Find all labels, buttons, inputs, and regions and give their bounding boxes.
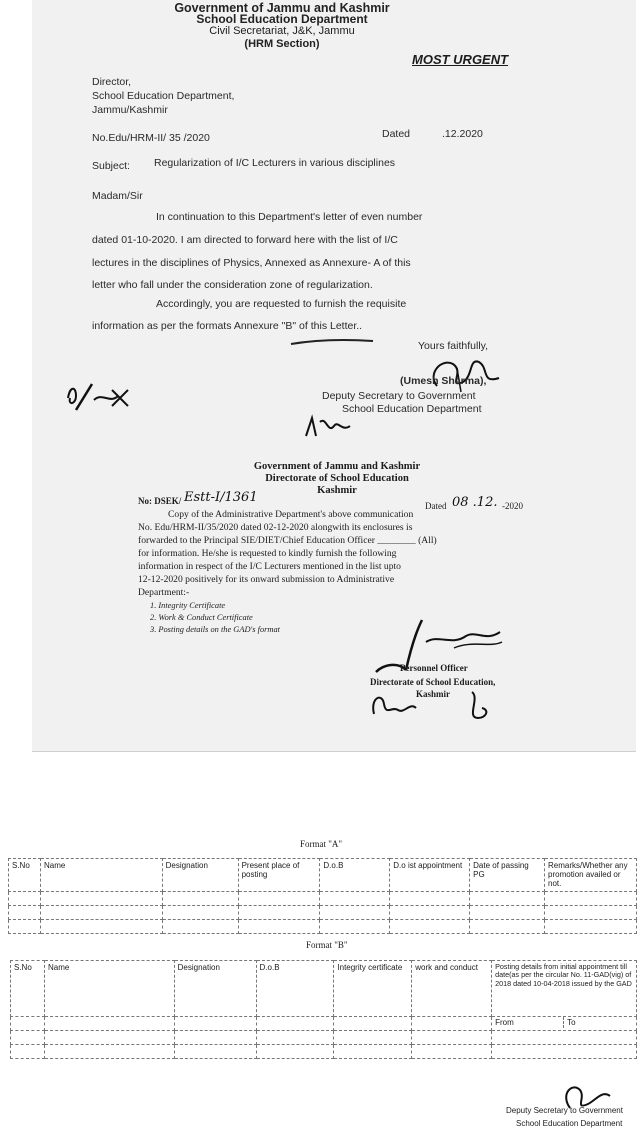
format-b-header-sno: S.No <box>11 961 45 1017</box>
endorsement-dated-hand: 08 .12. <box>452 495 498 510</box>
format-a-header-appointment: D.o ist appointment <box>390 859 470 892</box>
format-a-header-posting: Present place of posting <box>238 859 320 892</box>
endorsement-body-line3: forwarded to the Principal SIE/DIET/Chief Education Officer ________ (All) <box>138 535 437 546</box>
letter-header-line4: (HRM Section) <box>244 38 320 50</box>
endorsement-body-line7: Department:- <box>138 587 190 598</box>
endorsement-body-line5: information in respect of the I/C Lecturers mentioned in the list upto <box>138 561 401 572</box>
format-b-header-integrity: Integrity certificate <box>334 961 412 1017</box>
para1-line3: lectures in the disciplines of Physics, Annexed as Annexure- A of this <box>92 257 411 269</box>
endorsement-item-1: 1. Integrity Certificate <box>150 601 226 610</box>
endorsement-number-hand: Estt-I/1361 <box>184 490 258 505</box>
para1-line1: In continuation to this Department's letter of even number <box>156 211 423 223</box>
signatory-title1: Deputy Secretary to Government <box>322 390 476 402</box>
signature-initials <box>362 688 502 724</box>
endorsement-item-3: 3. Posting details on the GAD's format <box>150 625 280 634</box>
format-b-from-label: From <box>492 1017 564 1028</box>
date-label: Dated <box>382 128 411 140</box>
format-a-header-name: Name <box>40 859 162 892</box>
officer-place: Kashmir <box>416 689 451 699</box>
urgency-label: MOST URGENT <box>412 52 509 67</box>
format-b-table <box>10 960 637 1059</box>
subject-label: Subject: <box>92 160 130 172</box>
pen-stroke <box>287 335 377 349</box>
letter-page <box>32 0 636 752</box>
format-b-to-label: To <box>567 1018 576 1027</box>
subject-text: Regularization of I/C Lecturers in various disciplines <box>154 157 396 169</box>
para1-line2: dated 01-10-2020. I am directed to forward here with the list of I/C <box>92 234 398 246</box>
format-a-table <box>8 858 637 934</box>
endorsement-header-line2: Directorate of School Education <box>265 473 409 484</box>
endorsement-body-line6: 12-12-2020 positively for its onward submission to Administrative <box>138 574 395 585</box>
endorsement-dated-year: -2020 <box>502 501 523 511</box>
format-b-header-name: Name <box>44 961 174 1017</box>
officer-directorate: Directorate of School Education, <box>370 677 496 687</box>
addressee-line1: Director, <box>92 76 132 88</box>
format-a-empty-row <box>9 919 637 933</box>
footer-sign-line2: School Education Department <box>516 1119 623 1128</box>
format-b-header-dob: D.o.B <box>256 961 334 1017</box>
format-b-header-conduct: work and conduct <box>412 961 492 1017</box>
format-a-title: Format "A" <box>300 839 343 849</box>
endorsement-number-label: No: DSEK/ <box>138 496 182 506</box>
letter-number: No.Edu/HRM-II/ 35 /2020 <box>92 132 210 144</box>
letter-header-line3: Civil Secretariat, J&K, Jammu <box>209 25 355 37</box>
addressee-line2: School Education Department, <box>92 90 235 102</box>
endorsement-body-line1: Copy of the Administrative Department's above communication <box>168 509 414 520</box>
endorsement-body-line2: No. Edu/HRM-II/35/2020 dated 02-12-2020 alongwith its enclosures is <box>138 522 413 533</box>
format-b-empty-row <box>11 1045 637 1059</box>
signatory-name: (Umesh Sharma), <box>400 375 487 387</box>
format-b-header-posting-details: Posting details from initial appointment till date(as per the circular No. 11-GAD(vig) of 2018 dated 10-04-2018 issued by the GAD <box>492 961 637 1017</box>
format-a-header-remarks: Remarks/Whether any promotion availed or not. <box>545 859 637 892</box>
format-a-header-pg: Date of passing PG <box>470 859 545 892</box>
letter-header-line2: School Education Department <box>196 12 368 26</box>
closing-text: Yours faithfully, <box>418 340 489 352</box>
salutation: Madam/Sir <box>92 190 143 202</box>
date-value: .12.2020 <box>442 128 483 140</box>
endorsement-header-line3: Kashmir <box>317 485 357 496</box>
format-a-empty-row <box>9 891 637 905</box>
format-b-title: Format "B" <box>306 940 348 950</box>
addressee-line3: Jammu/Kashmir <box>92 104 168 116</box>
signatory-title2: School Education Department <box>342 403 482 415</box>
endorsement-body-line4: for information. He/she is requested to kindly furnish the following <box>138 548 397 559</box>
para2-line2: information as per the formats Annexure "B" of this Letter.. <box>92 320 363 332</box>
handwritten-note <box>62 378 134 414</box>
endorsement-dated-label: Dated <box>425 501 447 511</box>
initials-mark <box>300 412 362 442</box>
para1-line4: letter who fall under the consideration zone of regularization. <box>92 279 373 291</box>
letter-header-line1: Government of Jammu and Kashmir <box>174 1 390 15</box>
format-b-header-designation: Designation <box>174 961 256 1017</box>
format-a-empty-row <box>9 905 637 919</box>
officer-title: Personnel Officer <box>400 663 468 673</box>
para2-line1: Accordingly, you are requested to furnish the requisite <box>156 298 407 310</box>
endorsement-header-line1: Government of Jammu and Kashmir <box>253 461 421 472</box>
format-a-header-dob: D.o.B <box>320 859 390 892</box>
format-b-empty-row <box>11 1031 637 1045</box>
footer-sign-line1: Deputy Secretary to Government <box>506 1106 623 1115</box>
format-a-header-designation: Designation <box>162 859 238 892</box>
format-a-header-sno: S.No <box>9 859 41 892</box>
endorsement-item-2: 2. Work & Conduct Certificate <box>150 613 253 622</box>
